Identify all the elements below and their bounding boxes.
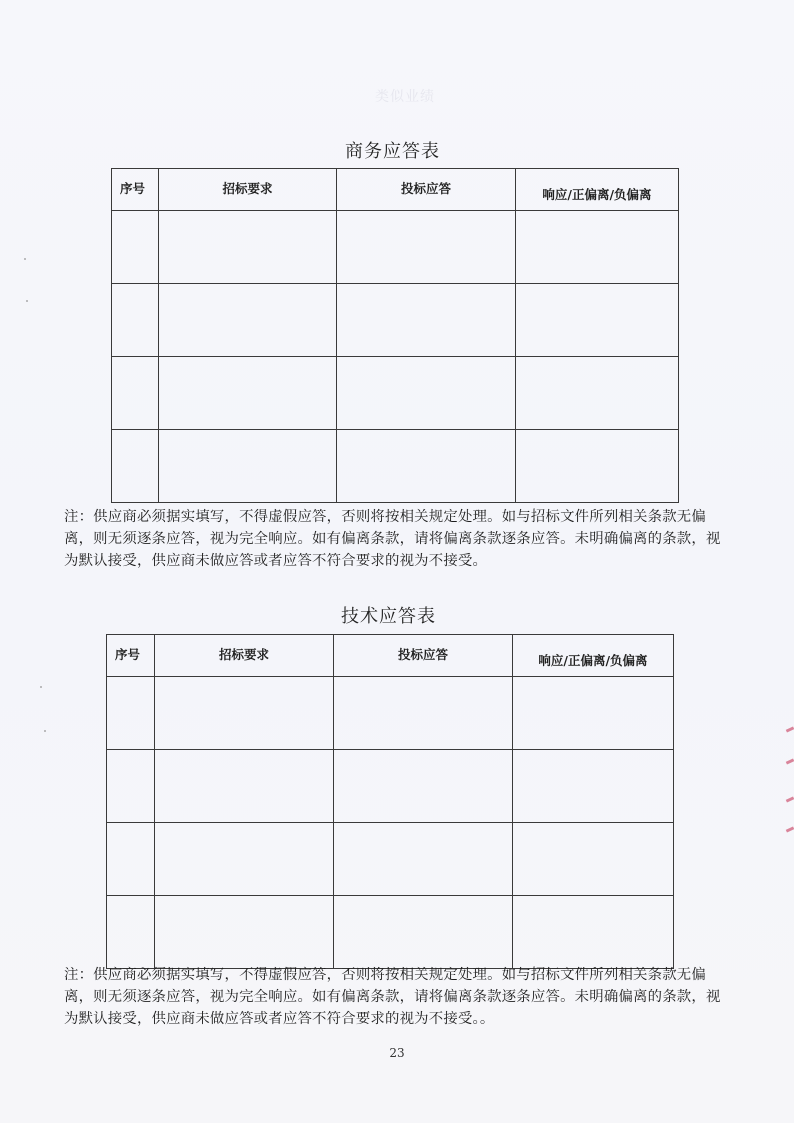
cell-requirement[interactable] [155, 750, 334, 823]
cell-deviation[interactable] [513, 677, 674, 750]
cell-response[interactable] [334, 823, 513, 896]
cell-response[interactable] [337, 284, 516, 357]
scan-speck [24, 258, 26, 260]
cell-deviation[interactable] [516, 211, 679, 284]
cell-serial[interactable] [112, 211, 159, 284]
table-header-row [107, 635, 674, 677]
cell-requirement[interactable] [155, 896, 334, 969]
scan-speck [44, 730, 46, 732]
seal-stamp-edge [784, 720, 794, 840]
header-serial-no: 序号 [112, 169, 159, 211]
cell-deviation[interactable] [513, 750, 674, 823]
cell-response[interactable] [337, 430, 516, 503]
cell-response[interactable] [337, 357, 516, 430]
table-row [107, 896, 674, 969]
table-row [112, 430, 679, 503]
cell-requirement[interactable] [159, 430, 337, 503]
table-row [112, 357, 679, 430]
scan-speck [26, 300, 28, 302]
cell-response[interactable] [334, 896, 513, 969]
table-row [107, 750, 674, 823]
cell-serial[interactable] [107, 896, 155, 969]
cell-requirement[interactable] [155, 677, 334, 750]
cell-serial[interactable] [112, 284, 159, 357]
header-tender-requirement: 招标要求 [159, 169, 337, 211]
cell-requirement[interactable] [159, 357, 337, 430]
header-serial-no: 序号 [107, 635, 155, 677]
cell-deviation[interactable] [516, 284, 679, 357]
cell-serial[interactable] [107, 823, 155, 896]
table-row [112, 284, 679, 357]
header-bid-response: 投标应答 [337, 169, 516, 211]
table-row [107, 677, 674, 750]
cell-serial[interactable] [107, 677, 155, 750]
table-header-row [112, 169, 679, 211]
cell-deviation[interactable] [516, 430, 679, 503]
cell-deviation[interactable] [516, 357, 679, 430]
cell-serial[interactable] [107, 750, 155, 823]
technical-response-table [106, 634, 674, 969]
cell-requirement[interactable] [159, 211, 337, 284]
business-table-note: 注：供应商必须据实填写，不得虚假应答，否则将按相关规定处理。如与招标文件所列相关条款无偏离，则无须逐条应答，视为完全响应。如有偏离条款，请将偏离条款逐条应答。未明确偏离的条款，视为默认接受，供应商未做应答或者应答不符合要求的视为不接受。 [64, 509, 721, 569]
cell-requirement[interactable] [159, 284, 337, 357]
header-bid-response: 投标应答 [334, 635, 513, 677]
faint-header-text: 类似业绩 [375, 89, 435, 105]
business-table-title: 商务应答表 [345, 141, 440, 162]
table-row [112, 211, 679, 284]
cell-requirement[interactable] [155, 823, 334, 896]
technical-table-title: 技术应答表 [341, 606, 436, 627]
cell-response[interactable] [334, 750, 513, 823]
business-response-table [111, 168, 679, 503]
cell-serial[interactable] [112, 357, 159, 430]
technical-table-note: 注：供应商必须据实填写，不得虚假应答，否则将按相关规定处理。如与招标文件所列相关条款无偏离，则无须逐条应答，视为完全响应。如有偏离条款，请将偏离条款逐条应答。未明确偏离的条款，视为默认接受，供应商未做应答或者应答不符合要求的视为不接受。。 [64, 967, 721, 1027]
header-tender-requirement: 招标要求 [155, 635, 334, 677]
table-row [107, 823, 674, 896]
cell-response[interactable] [337, 211, 516, 284]
cell-response[interactable] [334, 677, 513, 750]
cell-deviation[interactable] [513, 896, 674, 969]
page-number: 23 [389, 1046, 405, 1060]
header-deviation: 响应/正偏离/负偏离 [513, 635, 674, 677]
header-deviation: 响应/正偏离/负偏离 [516, 169, 679, 211]
scan-speck [40, 686, 42, 688]
cell-serial[interactable] [112, 430, 159, 503]
cell-deviation[interactable] [513, 823, 674, 896]
